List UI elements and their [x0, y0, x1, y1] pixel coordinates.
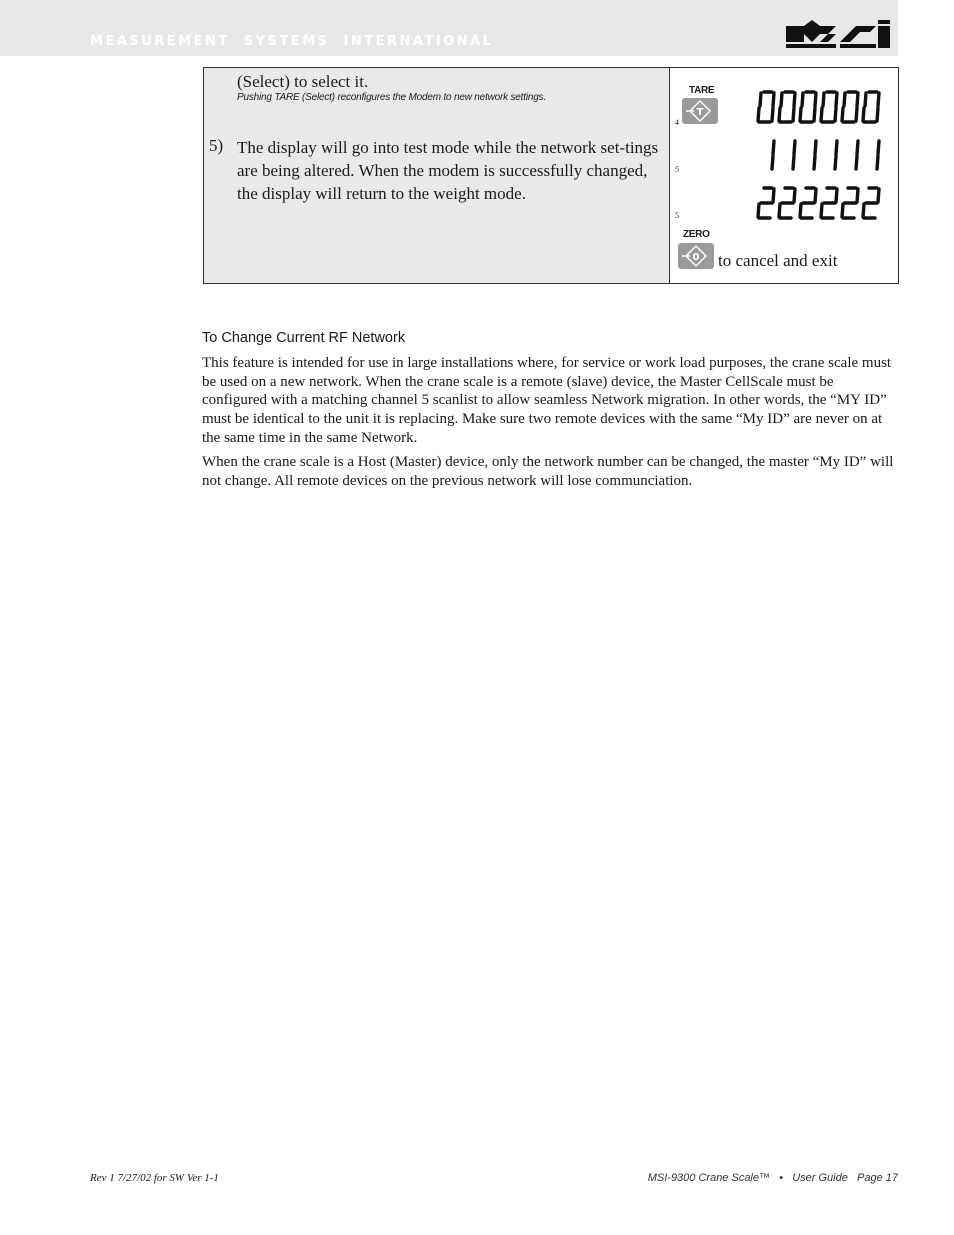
lcd-segment — [779, 108, 780, 121]
zero-label: ZERO — [683, 229, 710, 240]
lcd-segment — [865, 93, 866, 106]
paragraph-1: This feature is intended for use in large installations where, for service or work load purposes, the crane scale must be used on a new network. When the crane scale is a remote (slave) device, the Master CellScale must be configured with a matching channel 5 scanlist to allow seamless Network migration. In other words, the “MY ID” must be identical to the unit it is replacing. Make sure two remote devices with the same “My ID” are never on at the same time in the same Network. — [202, 355, 892, 446]
footer-revision: Rev 1 7/27/02 for SW Ver 1-1 — [90, 1172, 219, 1184]
lcd-segment — [815, 141, 816, 154]
lcd-segment — [835, 108, 836, 121]
lcd-segment — [800, 204, 801, 217]
side-number-3: 5 — [675, 211, 679, 220]
lcd-reading-2 — [756, 138, 884, 176]
lcd-segment — [758, 108, 759, 121]
footer-bullet: • — [779, 1172, 784, 1184]
side-number-2: 5 — [675, 165, 679, 174]
lcd-segment — [856, 156, 857, 169]
footer-product: MSI-9300 Crane Scale™ — [647, 1172, 770, 1184]
lcd-segment — [794, 189, 795, 202]
select-note: Pushing TARE (Select) reconfigures the Modem to new network settings. — [237, 92, 546, 103]
lcd-segment — [794, 93, 795, 106]
lcd-segment — [842, 108, 843, 121]
select-line: (Select) to select it. — [237, 72, 369, 91]
lcd-segment — [877, 156, 878, 169]
lcd-segment — [779, 204, 780, 217]
lcd-segment — [857, 141, 858, 154]
msi-logo-icon — [786, 20, 890, 50]
lcd-segment — [863, 204, 864, 217]
lcd-segment — [836, 189, 837, 202]
lcd-segment — [814, 108, 815, 121]
step-number: 5) — [209, 136, 224, 155]
svg-text:0: 0 — [692, 252, 700, 263]
lcd-segment — [877, 108, 878, 121]
lcd-segment — [773, 93, 774, 106]
lcd-segment — [802, 93, 803, 106]
lcd-segment — [821, 108, 822, 121]
lcd-segment — [863, 108, 864, 121]
lcd-segment — [793, 156, 794, 169]
step-instructions — [204, 68, 670, 283]
lcd-segment — [835, 156, 836, 169]
lcd-segment — [794, 141, 795, 154]
lcd-reading-1 — [756, 90, 884, 128]
lcd-segment — [773, 189, 774, 202]
zero-key-icon — [678, 243, 714, 269]
lcd-segment — [857, 189, 858, 202]
lcd-segment — [793, 108, 794, 121]
side-number-1: 4 — [675, 118, 679, 127]
tare-key-icon — [682, 98, 718, 124]
tare-label: TARE — [689, 85, 715, 96]
lcd-segment — [844, 93, 845, 106]
lcd-segment — [823, 93, 824, 106]
lcd-segment — [857, 93, 858, 106]
lcd-segment — [800, 108, 801, 121]
lcd-segment — [836, 141, 837, 154]
company-name: MEASUREMENT SYSTEMS INTERNATIONAL — [90, 34, 494, 49]
section-heading: To Change Current RF Network — [202, 330, 406, 346]
footer-product-info — [648, 1172, 898, 1184]
lcd-segment — [815, 93, 816, 106]
lcd-reading-3 — [756, 186, 884, 224]
step-text: The display will go into test mode while the network set-tings are being altered. When the modem is successfully changed, the display will return to the weight mode. — [237, 138, 659, 203]
footer-guide: User Guide — [792, 1172, 848, 1184]
instruction-step-box — [203, 67, 899, 284]
lcd-segment — [878, 189, 879, 202]
lcd-segment — [815, 189, 816, 202]
paragraph-2: When the crane scale is a Host (Master) device, only the network number can be changed, the master “My ID” will not change. All remote devices on the previous network will lose communciation. — [202, 454, 894, 489]
lcd-segment — [821, 204, 822, 217]
lcd-segment — [856, 108, 857, 121]
cancel-instruction: to cancel and exit — [718, 251, 838, 270]
lcd-segment — [878, 93, 879, 106]
lcd-segment — [773, 141, 774, 154]
page-header — [0, 0, 898, 56]
lcd-segment — [760, 93, 761, 106]
lcd-segment — [772, 156, 773, 169]
step-illustration — [670, 68, 898, 283]
lcd-segment — [758, 204, 759, 217]
footer-page: Page 17 — [857, 1172, 898, 1184]
lcd-segment — [842, 204, 843, 217]
lcd-segment — [814, 156, 815, 169]
lcd-segment — [781, 93, 782, 106]
lcd-segment — [772, 108, 773, 121]
svg-text:T: T — [696, 107, 704, 118]
lcd-segment — [878, 141, 879, 154]
lcd-segment — [836, 93, 837, 106]
